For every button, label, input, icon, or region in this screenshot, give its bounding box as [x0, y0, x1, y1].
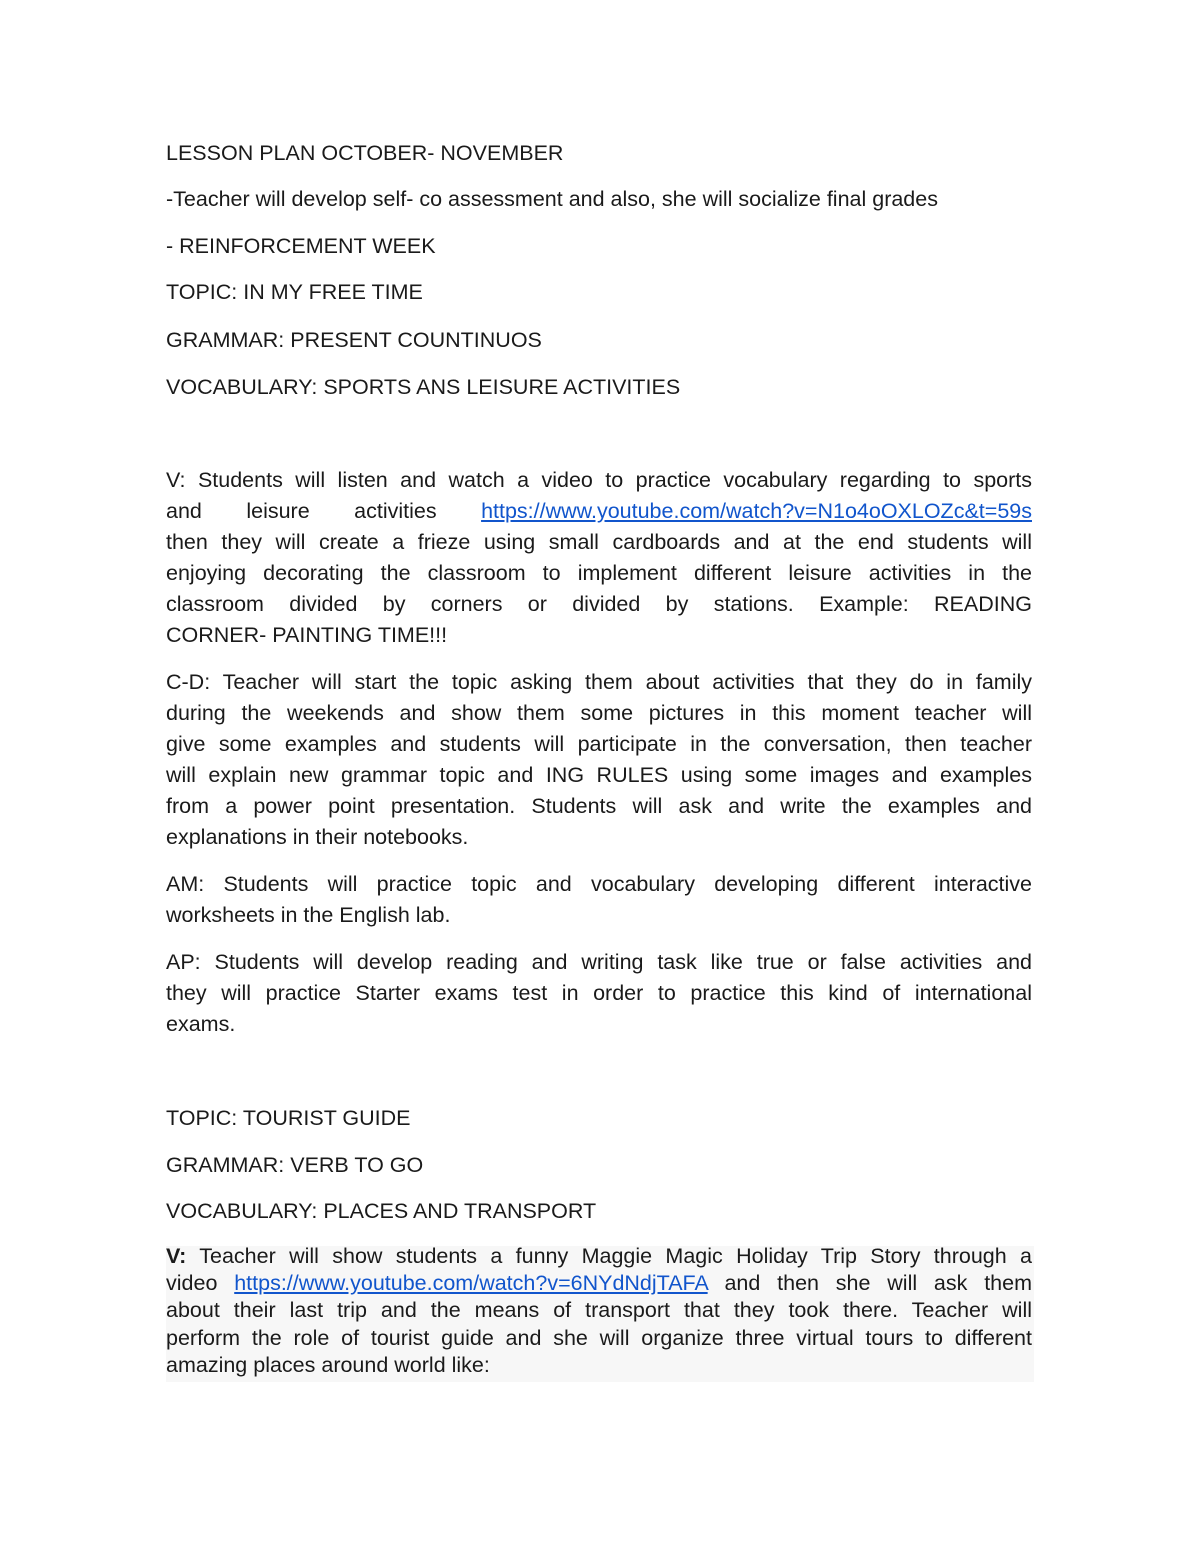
paragraph-line	[166, 1270, 1032, 1297]
paragraph-line	[166, 1243, 1032, 1270]
paragraph-line: perform the role of tourist guide and she will organize three virtual tours to different	[166, 1325, 1032, 1350]
paragraph-cd	[166, 667, 1032, 853]
v-label: V:	[166, 1244, 187, 1268]
vocabulary-heading-2: VOCABULARY: PLACES AND TRANSPORT	[166, 1199, 597, 1223]
paragraph-line: amazing places around world like:	[166, 1352, 490, 1377]
paragraph-v-1	[166, 465, 1032, 651]
paragraph-line: exams.	[166, 1012, 236, 1036]
paragraph-text: and then she will ask them	[707, 1271, 1032, 1296]
paragraph-line: worksheets in the English lab.	[166, 903, 451, 927]
paragraph-line: AP: Students will develop reading and writing task like true or false activities and	[166, 950, 1032, 974]
paragraph-line: AM: Students will practice topic and vocabulary developing different interactive	[166, 872, 1032, 896]
paragraph-line: classroom divided by corners or divided by stations. Example: READING	[166, 592, 1032, 616]
paragraph-line: C-D: Teacher will start the topic asking them about activities that they do in family	[166, 670, 1032, 694]
paragraph-line: enjoying decorating the classroom to implement different leisure activities in the	[166, 561, 1032, 585]
paragraph-line: from a power point presentation. Students will ask and write the examples and	[166, 794, 1032, 818]
paragraph-line: during the weekends and show them some pictures in this moment teacher will	[166, 701, 1032, 725]
grammar-heading-2: GRAMMAR: VERB TO GO	[166, 1153, 424, 1177]
paragraph-line: CORNER- PAINTING TIME!!!	[166, 623, 448, 647]
reinforcement-week: - REINFORCEMENT WEEK	[166, 234, 436, 258]
topic-heading-2: TOPIC: TOURIST GUIDE	[166, 1106, 411, 1130]
paragraph-line: then they will create a frieze using small cardboards and at the end students will	[166, 530, 1032, 554]
youtube-link-2[interactable]: https://www.youtube.com/watch?v=6NYdNdjTAFA	[234, 1271, 708, 1296]
paragraph-line: V: Students will listen and watch a video to practice vocabulary regarding to sports	[166, 468, 1032, 492]
vocabulary-heading-1: VOCABULARY: SPORTS ANS LEISURE ACTIVITIES	[166, 375, 681, 399]
paragraph-text: video	[166, 1271, 235, 1296]
paragraph-text: Teacher will show students a funny Maggie Magic Holiday Trip Story through a	[186, 1244, 1032, 1268]
paragraph-line	[166, 496, 1032, 527]
paragraph-ap	[166, 947, 1032, 1040]
paragraph-line: explanations in their notebooks.	[166, 825, 469, 849]
paragraph-line: will explain new grammar topic and ING RULES using some images and examples	[166, 763, 1032, 787]
paragraph-line: give some examples and students will participate in the conversation, then teacher	[166, 732, 1032, 756]
paragraph-line: about their last trip and the means of transport that they took there. Teacher will	[166, 1298, 1032, 1323]
assessment-note: -Teacher will develop self- co assessment and also, she will socialize final grades	[166, 187, 938, 211]
paragraph-v-2	[166, 1243, 1032, 1379]
paragraph-am	[166, 869, 1032, 931]
paragraph-line: they will practice Starter exams test in order to practice this kind of international	[166, 981, 1032, 1005]
topic-heading-1: TOPIC: IN MY FREE TIME	[166, 280, 423, 304]
doc-title: LESSON PLAN OCTOBER- NOVEMBER	[166, 141, 564, 165]
paragraph-text: and leisure activities	[166, 499, 437, 523]
grammar-heading-1: GRAMMAR: PRESENT COUNTINUOS	[166, 328, 542, 352]
youtube-link-1[interactable]: https://www.youtube.com/watch?v=N1o4oOXLOZc&t=59s	[481, 499, 1032, 523]
